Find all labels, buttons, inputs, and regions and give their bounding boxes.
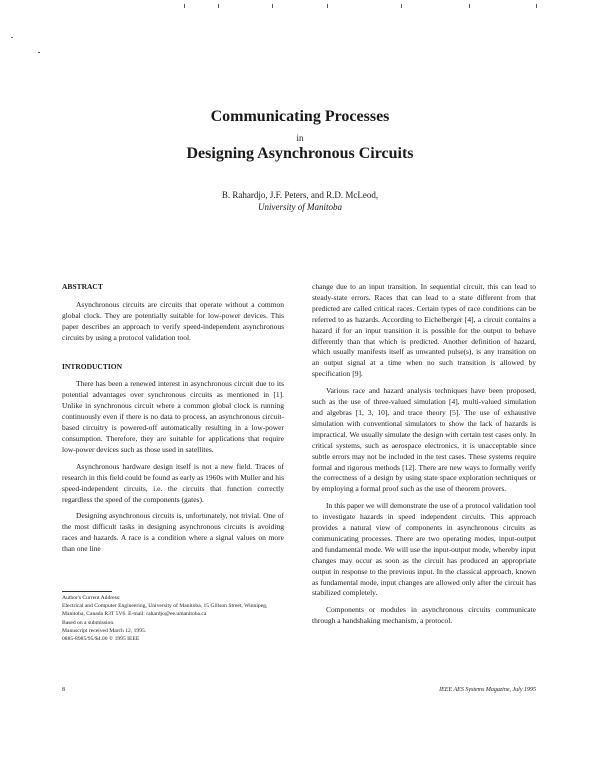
- right-column: [312, 282, 536, 633]
- introduction-heading: INTRODUCTION: [62, 361, 123, 371]
- abstract-text: Asynchronous circuits are circuits that operate without a common global clock. They are potentially suitable for low-power devices. This paper describes an approach to verify speed-independent asynchronous circuits by using a protocol validation tool.: [62, 299, 284, 342]
- scan-artifact: [536, 4, 537, 8]
- scan-artifact: [218, 4, 219, 8]
- body-paragraph: change due to an input transition. In sequential circuit, this can lead to steady-state errors. Races that can lead to a state different from that predicted are called critical races. Certain types of race conditions can be referred to as hazards. According to Eichelberger [4], a circuit contains a hazard if for an input transition it is possible for the output to behave differently than that which is predicted. Another definition of hazard, which usually manifests itself as unwanted pulse(s), is any transition on an output signal at a time when no such transition is allowed by specification [9].: [312, 282, 536, 379]
- intro-paragraph: There has been a renewed interest in asynchronous circuit due to its potential advantages over synchronous circuits as mentioned in [1]. Unlike in synchronous circuit where a common global clock is running continuously even if there is no data to process, an asynchronous circuit-based circuitry is powered-off automatically resulting in a low-power consumption. Therefore, they are suitable for applications that require low-power devices such as those used in satellites.: [62, 379, 284, 454]
- intro-paragraph: Designing asynchronous circuits is, unfortunately, not trivial. One of the most difficult tasks in designing asynchronous circuits is avoiding races and hazards. A race is a condition where a signal values on more than one line: [62, 511, 284, 554]
- page-number: 8: [62, 687, 65, 693]
- body-paragraph: Various race and hazard analysis techniques have been proposed, such as the use of three-valued simulation [4], multi-valued simulation and algebras [1, 3, 10], and trace theory [5]. The use of exhaustive simulation with conventional simulators to show the lack of hazards is impractical. We usually simulate the design with certain test cases only. In critical systems, such as aerospace electronics, it is unacceptable since subtle errors may not be included in the test cases. These systems require formal and rigorous methods [12]. There are new ways to formally verify the correctness of a design by using state space exploration techniques or by employing a formal proof such as the use of theorem provers.: [312, 386, 536, 494]
- footnote-line: Manuscript received March 12, 1995.: [62, 627, 147, 634]
- body-paragraph: In this paper we will demonstrate the use of a protocol validation tool to investigate hazards in speed independent circuits. This approach provides a natural view of components in asynchronous circuits as communicating processes. There are two operating modes, input-output and fundamental mode. We will use the input-output mode, whereby input changes may occur as soon as the circuit has produced an appropriate output in response to the previous input. In the classical approach, known as fundamental mode, input changes are allowed only after the circuit has stabilized completely.: [312, 501, 536, 598]
- journal-footer: IEEE AES Systems Magazine, July 1995: [439, 687, 536, 693]
- title-line-2: Designing Asynchronous Circuits: [186, 145, 414, 162]
- title-connector: in: [296, 133, 304, 143]
- scan-artifact: [38, 52, 40, 53]
- left-column: [62, 282, 284, 561]
- footnote-line: Based on a submission.: [62, 619, 115, 626]
- scan-artifact: [11, 37, 13, 38]
- scan-artifact: [469, 4, 470, 8]
- scan-artifact: [401, 4, 402, 8]
- intro-paragraph: Asynchronous hardware design itself is not a new field. Traces of research in this field could be found as early as 1960s with Muller and his speed-independent circuits, i.e. the circuits that function correctly regardless the speed of the components (gates).: [62, 461, 284, 504]
- scan-artifact: [327, 4, 328, 8]
- title-line-1: Communicating Processes: [210, 108, 390, 125]
- footnote: [62, 591, 284, 643]
- authors: B. Rahardjo, J.F. Peters, and R.D. McLeod,: [221, 190, 379, 200]
- affiliation: University of Manitoba: [258, 202, 342, 212]
- footnote-line: Author's Current Address:: [62, 595, 121, 601]
- footnote-line: Electrical and Computer Engineering, University of Manitoba, 15 Gillson Street, Winnipeg, Manitoba, Canada R3T 5V6. E-mail: rahardjo@ee.umanitoba.ca: [62, 603, 268, 618]
- scan-artifact: [184, 4, 185, 8]
- abstract-heading: ABSTRACT: [62, 282, 103, 291]
- scan-artifact: [272, 4, 273, 8]
- footnote-rule: [62, 591, 112, 592]
- footnote-line: 0885-8985/95/$4.00 © 1995 IEEE: [62, 636, 140, 643]
- body-paragraph: Components or modules in asynchronous circuits communicate through a handshaking mechanism, a protocol.: [312, 605, 536, 626]
